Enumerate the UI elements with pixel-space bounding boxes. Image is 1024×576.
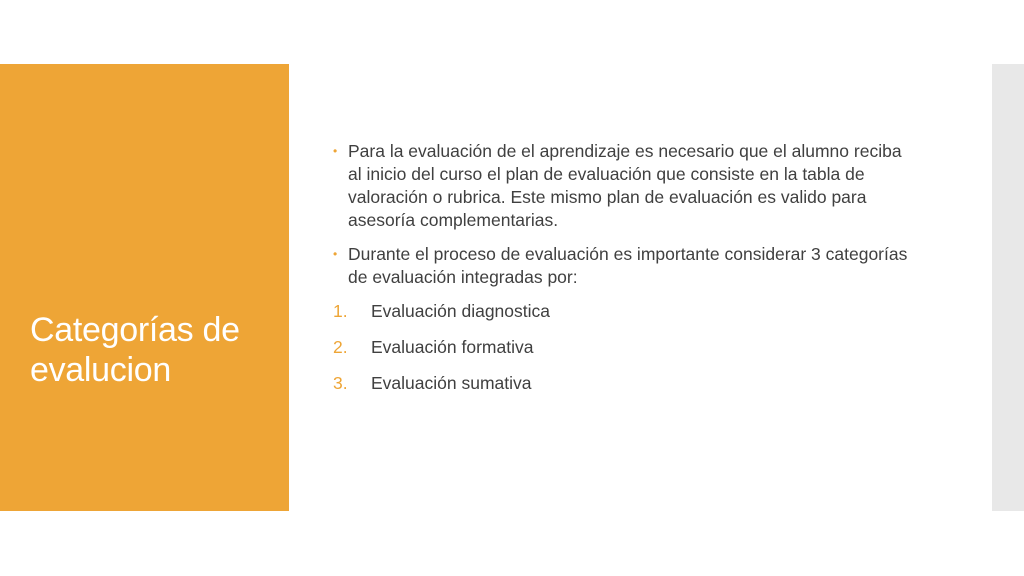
title-panel — [0, 64, 289, 511]
slide-title: Categorías de evalucion — [30, 311, 240, 389]
item-text: Evaluación sumativa — [371, 373, 532, 393]
item-number: 2. — [333, 337, 348, 357]
bullet-list — [333, 140, 913, 289]
numbered-item — [333, 372, 913, 395]
bullet-text: Durante el proceso de evaluación es importante considerar 3 categorías de evaluación integradas por: — [348, 244, 908, 287]
right-decorative-strip — [992, 64, 1024, 511]
numbered-list — [333, 300, 913, 395]
bullet-text: Para la evaluación de el aprendizaje es necesario que el alumno reciba al inicio del curso el plan de evaluación que consiste en la tabla de valoración o rubrica. Este mismo plan de evaluación es valido para asesoría complementarias. — [348, 141, 902, 230]
item-text: Evaluación diagnostica — [371, 301, 551, 321]
bullet-item — [333, 140, 913, 232]
item-number: 3. — [333, 373, 348, 393]
slide-body — [333, 140, 913, 408]
bullet-item — [333, 243, 913, 289]
bullet-dot-icon: • — [333, 247, 338, 261]
bullet-dot-icon: • — [333, 144, 338, 158]
item-number: 1. — [333, 301, 348, 321]
item-text: Evaluación formativa — [371, 337, 534, 357]
numbered-item — [333, 336, 913, 359]
numbered-item — [333, 300, 913, 323]
